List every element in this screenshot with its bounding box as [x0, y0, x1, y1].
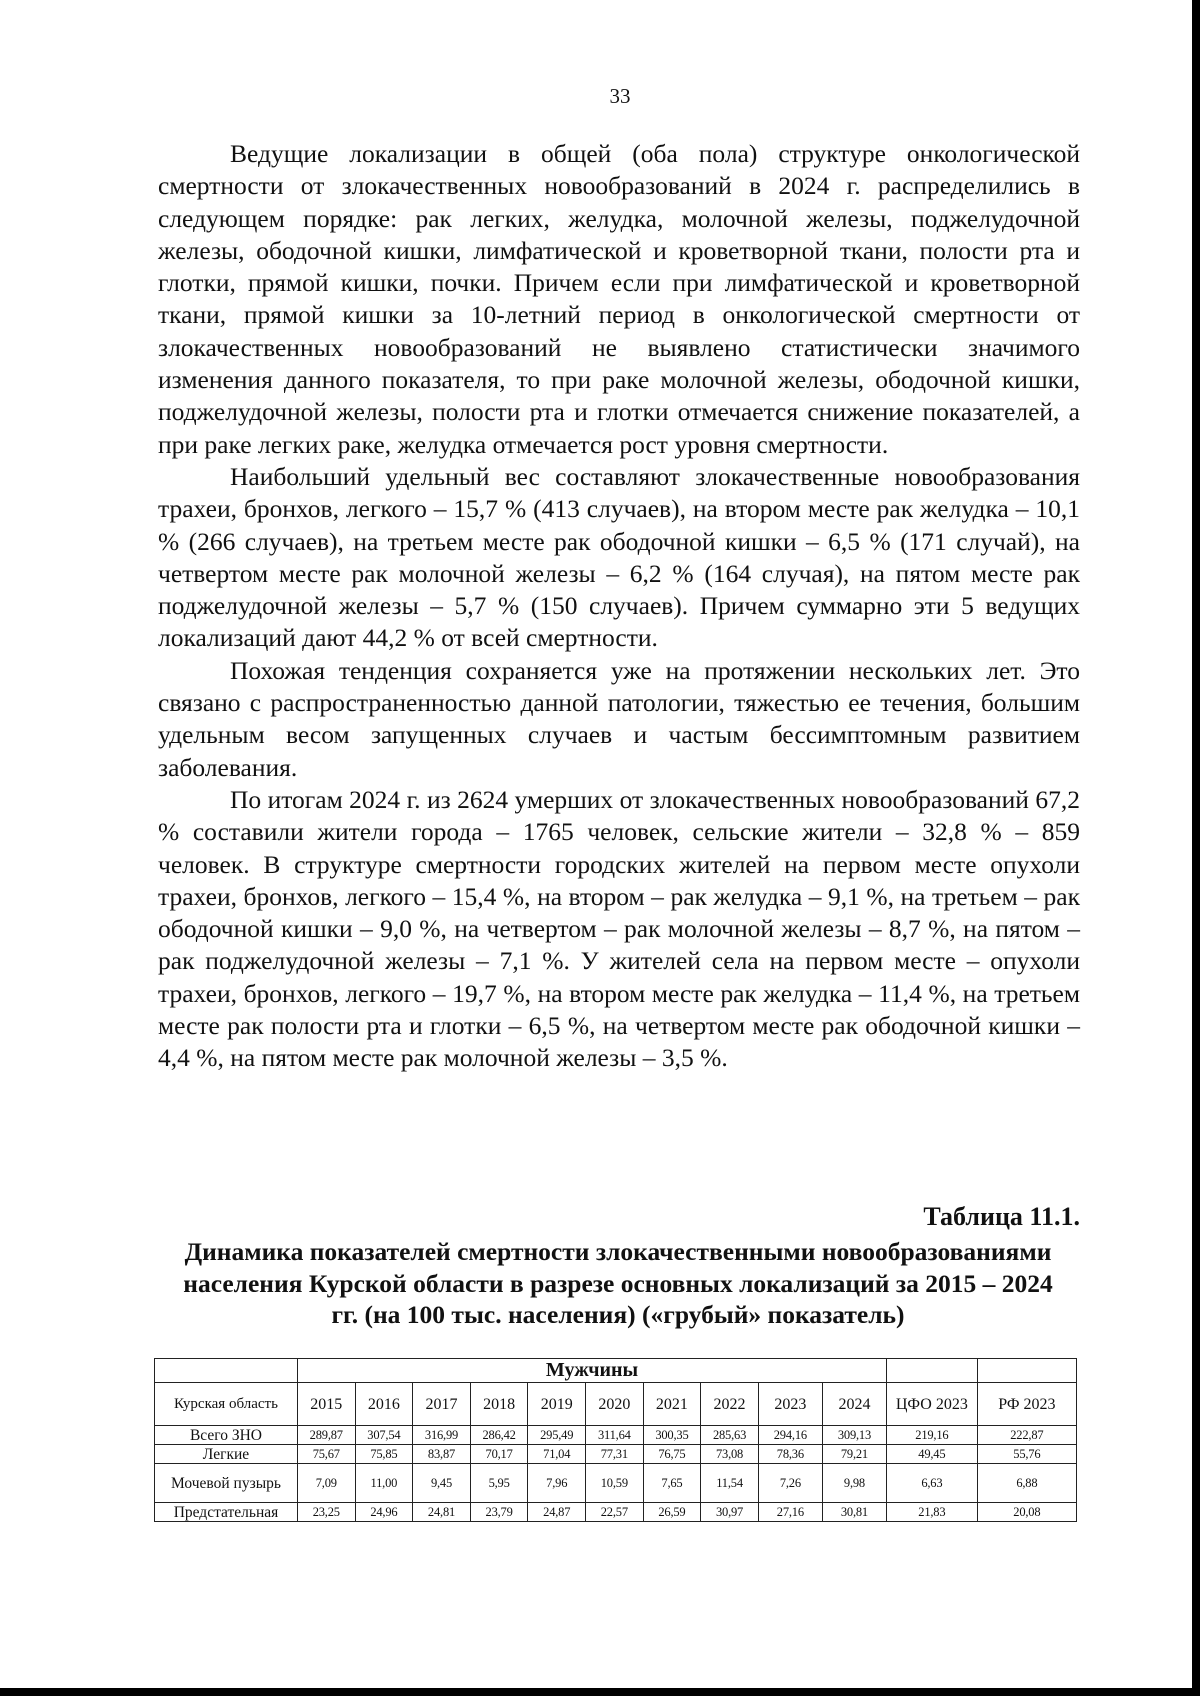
table-cell: 286,42	[470, 1426, 528, 1445]
table-cell: 307,54	[355, 1426, 413, 1445]
table-cell: 23,79	[470, 1503, 528, 1522]
table-cell: 75,85	[355, 1445, 413, 1464]
table-group-header-row	[155, 1359, 1077, 1383]
table-cell: 289,87	[297, 1426, 355, 1445]
column-header: 2020	[586, 1383, 644, 1426]
table-row	[155, 1503, 1077, 1522]
table-cell: 79,21	[822, 1445, 886, 1464]
column-header: 2019	[528, 1383, 586, 1426]
column-header: 2024	[822, 1383, 886, 1426]
row-label: Легкие	[155, 1445, 298, 1464]
column-header: ЦФО 2023	[887, 1383, 978, 1426]
table-title: Динамика показателей смертности злокачественными новообразованиями населения Курской области в разрезе основных локализаций за 2015 – 2024 гг. (на 100 тыс. населения) («грубый» показатель)	[183, 1237, 1053, 1329]
table-empty-corner	[155, 1359, 298, 1383]
table-row	[155, 1464, 1077, 1503]
table-cell: 295,49	[528, 1426, 586, 1445]
row-label: Предстательная	[155, 1503, 298, 1522]
table-cell: 9,98	[822, 1464, 886, 1503]
page-number: 33	[609, 84, 631, 108]
table-cell: 21,83	[887, 1503, 978, 1522]
table-cell: 20,08	[977, 1503, 1076, 1522]
column-header: 2016	[355, 1383, 413, 1426]
column-header: 2015	[297, 1383, 355, 1426]
table-empty-cell	[977, 1359, 1076, 1383]
table-cell: 7,96	[528, 1464, 586, 1503]
table-cell: 22,57	[586, 1503, 644, 1522]
region-label: Курская область	[155, 1383, 298, 1426]
table-cell: 76,75	[643, 1445, 701, 1464]
table-cell: 26,59	[643, 1503, 701, 1522]
table-cell: 55,76	[977, 1445, 1076, 1464]
column-header: 2023	[758, 1383, 822, 1426]
column-header: 2021	[643, 1383, 701, 1426]
table-cell: 311,64	[586, 1426, 644, 1445]
table-cell: 11,54	[701, 1464, 759, 1503]
table-row	[155, 1445, 1077, 1464]
table-cell: 219,16	[887, 1426, 978, 1445]
table-cell: 6,88	[977, 1464, 1076, 1503]
table-cell: 49,45	[887, 1445, 978, 1464]
table-cell: 83,87	[413, 1445, 471, 1464]
row-label: Всего ЗНО	[155, 1426, 298, 1445]
column-header: 2018	[470, 1383, 528, 1426]
mortality-table	[154, 1358, 1077, 1522]
table-cell: 9,45	[413, 1464, 471, 1503]
table-cell: 7,65	[643, 1464, 701, 1503]
table-cell: 316,99	[413, 1426, 471, 1445]
table-cell: 10,59	[586, 1464, 644, 1503]
table-cell: 30,81	[822, 1503, 886, 1522]
table-label: Таблица 11.1.	[923, 1202, 1080, 1231]
page-border-right	[1192, 0, 1200, 1696]
row-label: Мочевой пузырь	[155, 1464, 298, 1503]
table-cell: 7,09	[297, 1464, 355, 1503]
column-header: РФ 2023	[977, 1383, 1076, 1426]
table-cell: 300,35	[643, 1426, 701, 1445]
column-header: 2022	[701, 1383, 759, 1426]
table-cell: 309,13	[822, 1426, 886, 1445]
paragraph-2: Наибольший удельный вес составляют злокачественные новообразования трахеи, бронхов, легкого – 15,7 % (413 случаев), на втором месте рак желудка – 10,1 % (266 случаев), на третьем месте рак ободочной кишки – 6,5 % (171 случай), на четвертом месте рак молочной железы – 6,2 % (164 случая), на пятом месте рак поджелудочной железы – 5,7 % (150 случаев). Причем суммарно эти 5 ведущих локализаций дают 44,2 % от всей смертности.	[158, 461, 1080, 653]
table-cell: 73,08	[701, 1445, 759, 1464]
paragraph-4: По итогам 2024 г. из 2624 умерших от злокачественных новообразований 67,2 % составили жители города – 1765 человек, сельские жители – 32,8 % – 859 человек. В структуре смертности городских жителей на первом месте опухоли трахеи, бронхов, легкого – 15,4 %, на втором – рак желудка – 9,1 %, на третьем – рак ободочной кишки – 9,0 %, на четвертом – рак молочной железы – 8,7 %, на пятом – рак поджелудочной железы – 7,1 %. У жителей села на первом месте – опухоли трахеи, бронхов, легкого – 19,7 %, на втором месте рак желудка – 11,4 %, на третьем месте рак полости рта и глотки – 6,5 %, на четвертом месте рак ободочной кишки – 4,4 %, на пятом месте рак молочной железы – 3,5 %.	[158, 784, 1080, 1073]
table-cell: 6,63	[887, 1464, 978, 1503]
paragraph-1: Ведущие локализации в общей (оба пола) структуре онкологической смертности от злокачественных новообразований в 2024 г. распределились в следующем порядке: рак легких, желудка, молочной железы, поджелудочной железы, ободочной кишки, лимфатической и кроветворной ткани, полости рта и глотки, прямой кишки, почки. Причем если при лимфатической и кроветворной ткани, прямой кишки за 10-летний период в онкологической смертности от злокачественных новообразований не выявлено статистически значимого изменения данного показателя, то при раке молочной железы, ободочной кишки, поджелудочной железы, полости рта и глотки отмечается снижение показателей, а при раке легких раке, желудка отмечается рост уровня смертности.	[158, 139, 1080, 459]
table-cell: 11,00	[355, 1464, 413, 1503]
table-row	[155, 1426, 1077, 1445]
paragraph-3: Похожая тенденция сохраняется уже на протяжении нескольких лет. Это связано с распространенностью данной патологии, тяжестью ее течения, большим удельным весом запущенных случаев и частым бессимптомным развитием заболевания.	[158, 655, 1080, 782]
table-cell: 285,63	[701, 1426, 759, 1445]
table-cell: 294,16	[758, 1426, 822, 1445]
table-cell: 30,97	[701, 1503, 759, 1522]
table-cell: 5,95	[470, 1464, 528, 1503]
table-cell: 24,87	[528, 1503, 586, 1522]
page-border-bottom	[0, 1688, 1200, 1696]
table-cell: 77,31	[586, 1445, 644, 1464]
table-column-header-row	[155, 1383, 1077, 1426]
table-cell: 71,04	[528, 1445, 586, 1464]
table-cell: 75,67	[297, 1445, 355, 1464]
group-header-men: Мужчины	[297, 1359, 886, 1383]
table-cell: 27,16	[758, 1503, 822, 1522]
table-empty-cell	[887, 1359, 978, 1383]
table-cell: 24,96	[355, 1503, 413, 1522]
table-cell: 24,81	[413, 1503, 471, 1522]
table-cell: 78,36	[758, 1445, 822, 1464]
body-text	[158, 138, 1080, 1075]
table-cell: 23,25	[297, 1503, 355, 1522]
table-cell: 70,17	[470, 1445, 528, 1464]
column-header: 2017	[413, 1383, 471, 1426]
table-cell: 7,26	[758, 1464, 822, 1503]
table-cell: 222,87	[977, 1426, 1076, 1445]
